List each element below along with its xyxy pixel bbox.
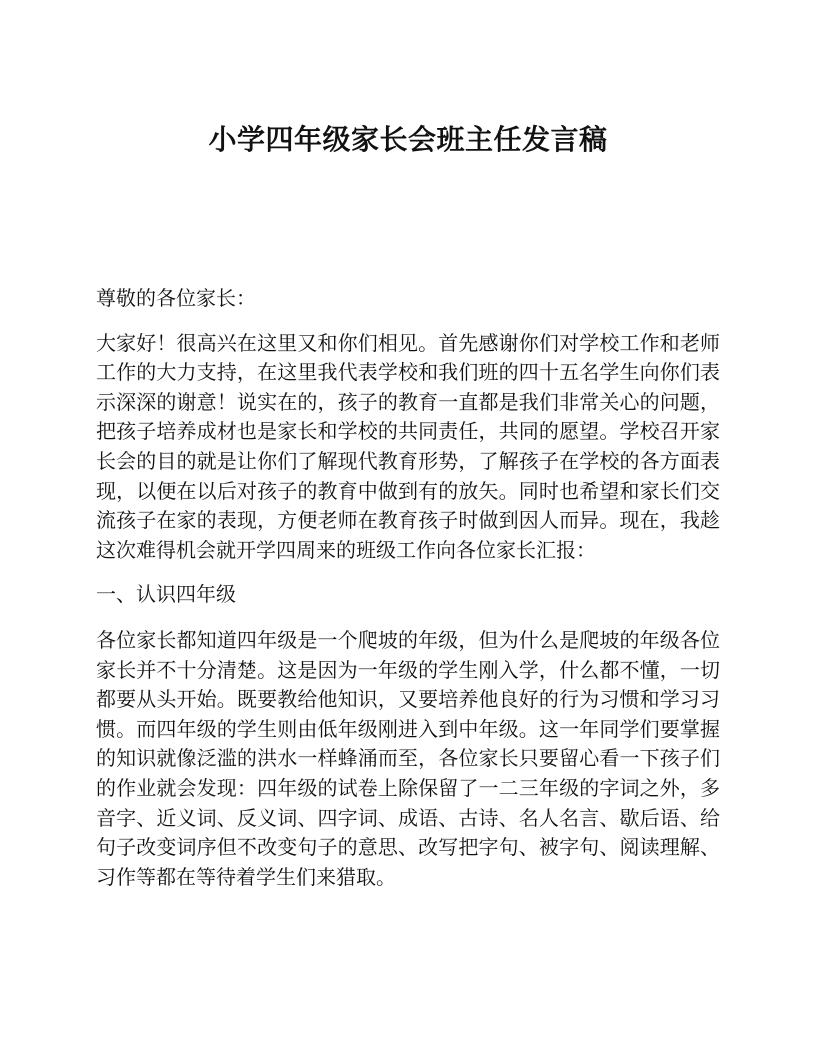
section-heading: 一、认识四年级: [96, 582, 236, 607]
document-title: 小学四年级家长会班主任发言稿: [208, 123, 608, 156]
greeting-line: 尊敬的各位家长：: [96, 286, 256, 310]
paragraph-grade-four: 各位家长都知道四年级是一个爬坡的年级，但为什么是爬坡的年级各位家长并不十分清楚。这是因为一年级的学生刚入学，什么都不懂，一切都要从头开始。既要教给他知识，又要培养他良好的行为习惯和学习习惯。而四年级的学生则由低年级刚进入到中年级。这一年同学们要掌握的知识就像泛滥的洪水一样蜂涌而至，各位家长只要留心看一下孩子们的作业就会发现：四年级的试卷上除保留了一二三年级的字词之外，多音字、近义词、反义词、四字词、成语、古诗、名人名言、歇后语、给句子改变词序但不改变句子的意思、改写把字句、被字句、阅读理解、习作等都在等待着学生们来猎取。: [96, 627, 720, 889]
paragraph-intro: 大家好！很高兴在这里又和你们相见。首先感谢你们对学校工作和老师工作的大力支持，在这里我代表学校和我们班的四十五名学生向你们表示深深的谢意！说实在的，孩子的教育一直都是我们非常关心的问题，把孩子培养成材也是家长和学校的共同责任，共同的愿望。学校召开家长会的目的就是让你们了解现代教育形势，了解孩子在学校的各方面表现，以便在以后对孩子的教育中做到有的放矢。同时也希望和家长们交流孩子在家的表现，方便老师在教育孩子时做到因人而异。现在，我趁这次难得机会就开学四周来的班级工作向各位家长汇报：: [96, 330, 720, 562]
document-body: [96, 284, 720, 907]
